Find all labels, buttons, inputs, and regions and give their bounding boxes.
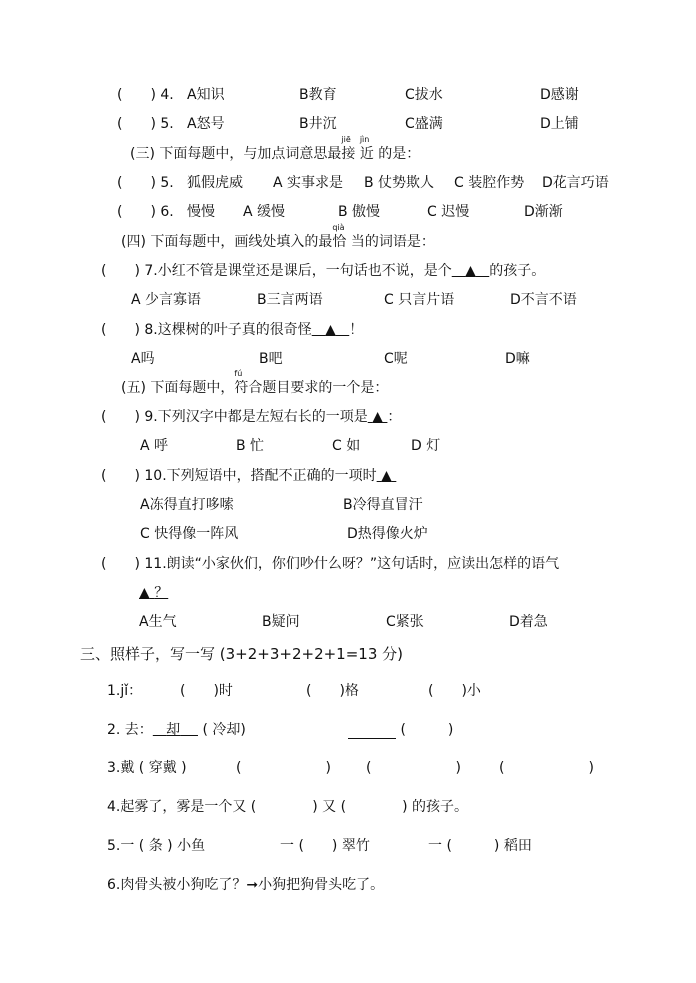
- q7-text: 小红不管是课堂还是课后，一句话也不说，是个: [157, 263, 452, 279]
- pinyin-qia: qià: [332, 223, 345, 232]
- section-5-heading: [121, 369, 389, 397]
- q7-option-c: C 只言片语: [384, 292, 455, 308]
- section-3-heading: [130, 135, 421, 163]
- q4-option-a: A知识: [187, 87, 225, 103]
- q11-blank-line: [139, 584, 168, 602]
- p5-blank-field[interactable]: 一 ( ) 稻田: [428, 838, 532, 854]
- q7-blank[interactable]: [452, 263, 490, 279]
- p3-blank-3[interactable]: ( ): [499, 760, 594, 776]
- p5-example: 5.一 ( 条 ) 小鱼: [107, 838, 206, 854]
- q8-blank[interactable]: [312, 322, 350, 338]
- q10-text: 下列短语中，搭配不正确的一项时: [166, 468, 377, 484]
- marked-word-qia: 恰: [332, 234, 347, 250]
- q6-option-d: D渐渐: [524, 204, 563, 220]
- q7-number: ( ) 7.: [101, 263, 158, 279]
- q9-text-end: ：: [387, 409, 402, 425]
- q6-number: ( ) 6.: [117, 204, 174, 220]
- part-3-title: 三、照样子，写一写 (3+2+3+2+2+1=13 分): [80, 645, 403, 663]
- q11-option-d: D着急: [509, 614, 548, 630]
- q11-blank-marker: ▲: [139, 585, 150, 601]
- q9-option-c: C 如: [332, 438, 361, 454]
- p1-blank-2[interactable]: ( )格: [306, 683, 359, 699]
- section-5-heading-end: 合题目要求的一个是：: [248, 380, 389, 396]
- q5b-option-d: D花言巧语: [542, 175, 609, 191]
- q11-option-b: B疑问: [262, 614, 300, 630]
- q10-option-c: C 快得像一阵风: [140, 526, 239, 542]
- p2-example-word: 却: [166, 722, 181, 738]
- q10-line: [101, 467, 396, 485]
- q5a-option-b: B井沉: [299, 116, 337, 132]
- q10-option-b: B冷得直冒汗: [343, 497, 423, 513]
- q5b-option-a: A 实事求是: [273, 175, 344, 191]
- section-4-heading: [121, 223, 435, 251]
- marked-word-fu: 符: [234, 380, 249, 396]
- p1-blank-1[interactable]: ( )时: [180, 683, 233, 699]
- p2-blank-paren[interactable]: ( ): [400, 722, 454, 738]
- q5b-word: 狐假虎威: [187, 175, 243, 191]
- q8-option-d: D嘛: [505, 351, 530, 367]
- q10-blank[interactable]: [377, 468, 397, 484]
- q9-blank-marker: ▲: [372, 409, 383, 425]
- q8-text-end: ！: [349, 322, 364, 338]
- q7-option-d: D不言不语: [510, 292, 577, 308]
- q4-number: ( ) 4.: [117, 87, 174, 103]
- q11-number: ( ) 11.: [101, 556, 167, 572]
- pinyin-fu: fú: [234, 369, 243, 378]
- q8-option-b: B吧: [259, 351, 283, 367]
- section-4-heading-end: 当的词语是：: [350, 234, 435, 250]
- q8-number: ( ) 8.: [101, 322, 158, 338]
- q8-line: [101, 321, 363, 339]
- p3-lead: 3.戴 ( 穿戴 ): [107, 760, 187, 776]
- q10-blank-marker: ▲: [381, 468, 392, 484]
- dotted-word-jie: 接: [341, 146, 356, 162]
- q7-text-end: 的孩子。: [489, 263, 546, 279]
- q4-option-c: C拔水: [405, 87, 443, 103]
- p1-lead: 1.jǐ：: [107, 683, 143, 699]
- q7-option-a: A 少言寡语: [131, 292, 202, 308]
- p1-blank-3[interactable]: ( )小: [428, 683, 481, 699]
- p2-line: [107, 721, 246, 739]
- pinyin-jie: jiē: [341, 135, 351, 144]
- q5b-option-b: B 仗势欺人: [364, 175, 435, 191]
- p2-example: [153, 722, 198, 738]
- q7-option-b: B三言两语: [257, 292, 323, 308]
- q11-blank[interactable]: [139, 585, 168, 601]
- q8-blank-marker: ▲: [325, 322, 336, 338]
- q9-option-d: D 灯: [411, 438, 441, 454]
- pinyin-jin: jìn: [359, 135, 370, 144]
- p6-sentence: 6.肉骨头被小狗吃了？➞小狗把狗骨头吃了。: [107, 877, 385, 893]
- q11-option-c: C紧张: [386, 614, 424, 630]
- section-3-heading-text: (三) 下面每题中，与加点词意思最: [130, 146, 342, 162]
- q5a-option-d: D上铺: [540, 116, 579, 132]
- q11-option-a: A生气: [139, 614, 177, 630]
- q8-option-c: C呢: [384, 351, 408, 367]
- p2-lead: 2. 去：: [107, 722, 153, 738]
- q9-line: [101, 408, 401, 426]
- section-4-heading-text: (四) 下面每题中，画线处填入的最: [121, 234, 333, 250]
- q5a-number: ( ) 5.: [117, 116, 174, 132]
- q5a-option-c: C盛满: [405, 116, 443, 132]
- section-3-heading-end: 的是：: [378, 146, 421, 162]
- q7-line: [101, 262, 545, 280]
- p2-example-paren: ( 冷却): [202, 722, 246, 738]
- q10-number: ( ) 10.: [101, 468, 167, 484]
- q10-option-d: D热得像火炉: [347, 526, 428, 542]
- p3-blank-2[interactable]: ( ): [366, 760, 461, 776]
- q8-option-a: A吗: [131, 351, 155, 367]
- q4-option-b: B教育: [299, 87, 337, 103]
- q9-option-b: B 忙: [236, 438, 265, 454]
- section-5-heading-text: (五) 下面每题中，: [121, 380, 235, 396]
- p3-blank-1[interactable]: ( ): [236, 760, 331, 776]
- q6-option-a: A 缓慢: [243, 204, 286, 220]
- q5b-option-c: C 装腔作势: [454, 175, 525, 191]
- q9-blank[interactable]: [368, 409, 388, 425]
- q9-text: 下列汉字中都是左短右长的一项是: [157, 409, 368, 425]
- q9-number: ( ) 9.: [101, 409, 158, 425]
- q8-text: 这棵树的叶子真的很奇怪: [157, 322, 312, 338]
- q9-option-a: A 呼: [140, 438, 169, 454]
- q10-option-a: A冻得直打哆嗦: [140, 497, 234, 513]
- q7-blank-marker: ▲: [465, 263, 476, 279]
- q6-option-b: B 傲慢: [338, 204, 381, 220]
- p5-blank-bamboo[interactable]: 一 ( ) 翠竹: [280, 838, 370, 854]
- dotted-word-jin: 近: [359, 146, 374, 162]
- q5b-number: ( ) 5.: [117, 175, 174, 191]
- p4-sentence: 4.起雾了，雾是一个又 ( ) 又 ( ) 的孩子。: [107, 799, 469, 815]
- q6-word: 慢慢: [187, 204, 215, 220]
- q6-option-c: C 迟慢: [427, 204, 470, 220]
- q11-line: [101, 555, 559, 573]
- q4-option-d: D感谢: [540, 87, 579, 103]
- p2-blank[interactable]: [348, 724, 396, 739]
- q11-text-end: ？: [154, 585, 169, 601]
- q5a-option-a: A怒号: [187, 116, 225, 132]
- q11-text: 朗读“小家伙们，你们吵什么呀？”这句话时，应读出怎样的语气: [166, 556, 560, 572]
- p2-answer-line: [348, 721, 453, 739]
